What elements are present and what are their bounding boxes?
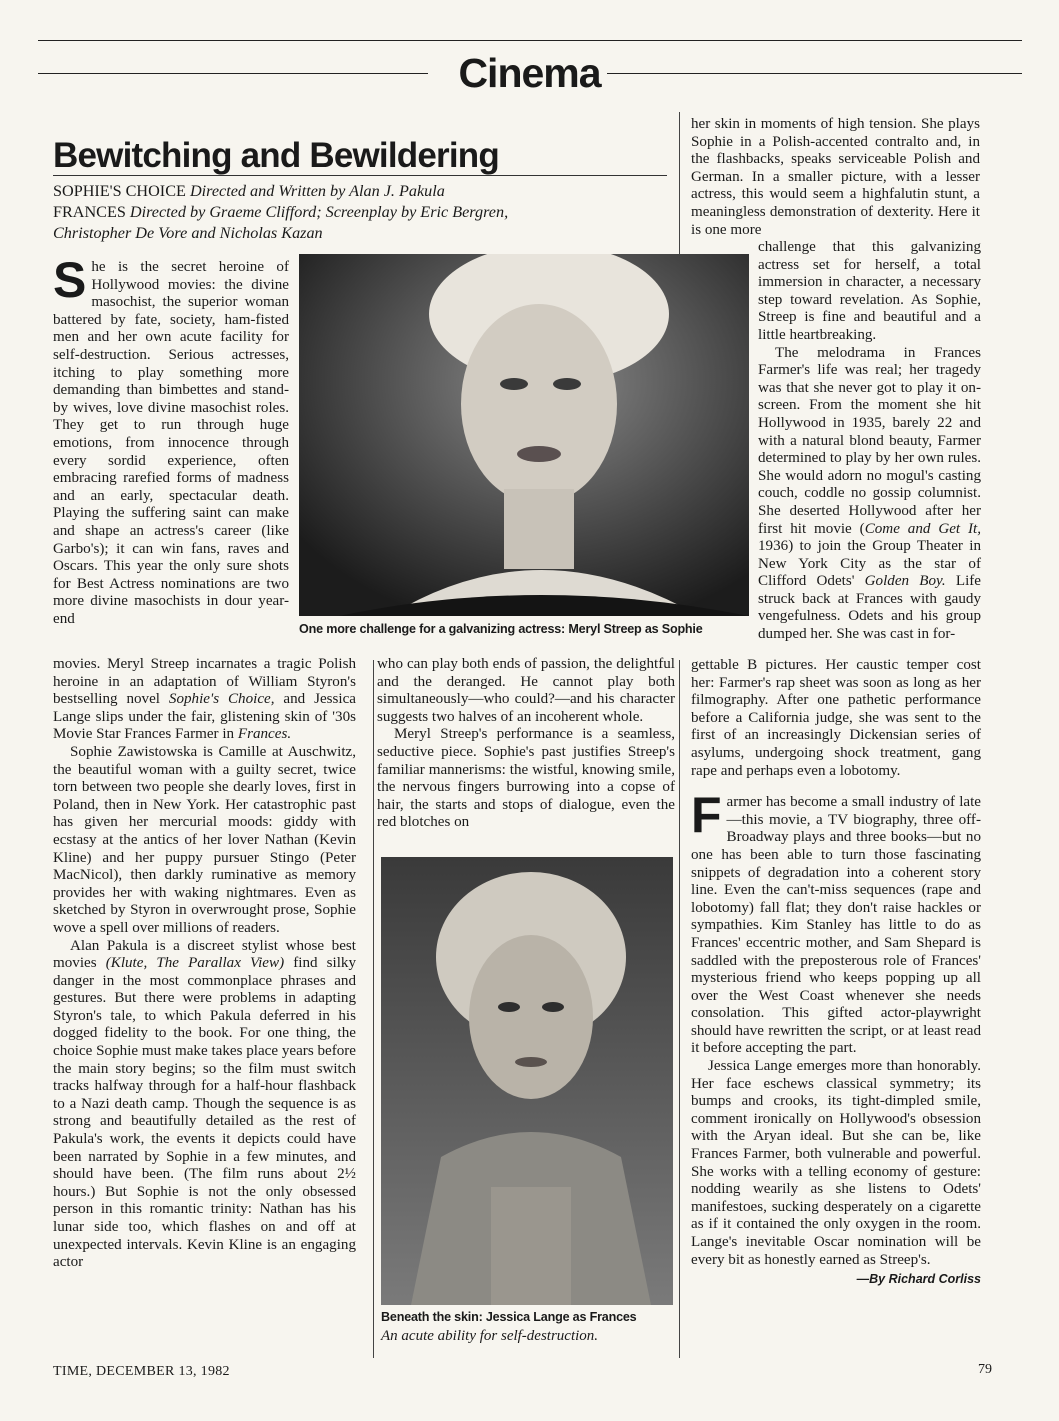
paragraph-1-cont: movies. Meryl Streep incarnates a tragic Polish heroine in an adaptation of William Styron's bestselling novel Sophie's Choice, and Jessica Lange slips under the fair, glistening skin of '30s Movie Star Frances Farmer in Frances. (53, 656, 356, 743)
paragraph-5: The melodrama in Frances Farmer's life was real; her tragedy was that she never got to play it on-screen. From the moment she hit Hollywood in 1935, barely 22 and with a natural blond beauty, Farmer determined to play by her own rules. She would adorn no mogul's casting couch, coddle no gossip columnist. She deserted Hollywood after her first hit movie (Come and Get It, 1936) to join the Group Theater in New York City as the star of Clifford Odets' Golden Boy. Life struck back at Frances with gaudy vengefulness. Odets and his group dumped her. She was cast in for- (758, 344, 982, 643)
body-col2 (377, 656, 675, 832)
headline-rule (53, 175, 667, 176)
paragraph-4: Meryl Streep's performance is a seamless, seductive piece. Sophie's past justifies Streep's familiar mannerisms: the wistful, knowing smile, the nervous fingers burrowing into a copse of hair, the starts and stops of dialogue, even the red blotches on (377, 726, 675, 831)
paragraph-5-cont: gettable B pictures. Her caustic temper cost her: Farmer's rap sheet was soon as long as her filmography. After one pathetic performance before a California judge, she was sent to the first of an increasingly Dickensian series of asylums, undergoing shock treatment, gang rape and perhaps even a lobotomy. (691, 657, 981, 779)
page-number: 79 (978, 1362, 992, 1377)
footer-issue: TIME, DECEMBER 13, 1982 (53, 1364, 230, 1379)
caption-photo-2: Beneath the skin: Jessica Lange as Frances (381, 1310, 637, 1324)
body-col3-lower (691, 657, 981, 1289)
body-col3-upper (691, 116, 980, 239)
paragraph-1: She is the secret heroine of Hollywood movies: the divine masochist, the superior woman battered by fate, society, ham-fisted men and her own acute facility for self-destruction. Serious actresses, itching to play something more demanding than bimbettes and stand-by wives, love divine masochist roles. They get to run through huge emotions, from innocence through every sordid experience, often embracing rarefied forms of madness and an early, spectacular death. Playing the suffering saint can make and shape an actress's career (like Garbo's); it can win fans, raves and Oscars. This year the only sure shots for Best Actress nominations are two more divine masochists in dour year-end (53, 252, 289, 627)
credit-line-3: Christopher De Vore and Nicholas Kazan (53, 224, 323, 242)
credit-line-2: FRANCES Directed by Graeme Clifford; Screenplay by Eric Bergren, (53, 203, 509, 221)
section-label: Cinema (0, 48, 1059, 98)
paragraph-7: Jessica Lange emerges more than honorably. Her face eschews classical symmetry; its bumps and crooks, its tight-dimpled smile, comment ironically on Hollywood's obsession with the Aryan ideal. But she can be, like Frances Farmer, both vulnerable and powerful. She works with a telling economy of gesture: nodding wearily as she listens to Odets' manifestoes, sucking desperately on a cigarette as if it contained the only oxygen in the room. Lange's inevitable Oscar nomination will be every bit as honestly earned as Streep's. —By Richard Corliss (691, 1058, 981, 1269)
credits (53, 181, 673, 244)
photo-meryl-streep-image (299, 254, 749, 616)
caption-photo-1: One more challenge for a galvanizing actress: Meryl Streep as Sophie (299, 622, 703, 636)
top-rule (38, 40, 1022, 41)
paragraph-3: Alan Pakula is a discreet stylist whose best movies (Klute, The Parallax View) find silky danger in the most commonplace phrases and gestures. But there were problems in adapting Styron's tale, to which Pakula deferred in his dogged fidelity to the book. For one thing, the choice Sophie must make takes place years before the main story begins; so the film must switch tracks halfway through for a half-hour flashback to a Nazi death camp. Though the sequence is as strong and beautifully detailed as the rest of Pakula's work, the events it depicts could have been narrated by Sophie in a few minutes, and should have been. (The film runs about 2½ hours.) But Sophie is not the only obsessed person in this romantic trinity: Nathan has his lunar side too, which flashes on and off at unexpected intervals. Kevin Kline is an engaging actor (53, 937, 357, 1271)
body-col3-middle (758, 239, 981, 644)
body-col1-upper (53, 252, 289, 628)
paragraph-2: Sophie Zawistowska is Camille at Auschwitz, the beautiful woman with a guilty secret, twice torn between two people she dearly loves, first in Poland, then in New York. Her catastrophic past has given her mercurial moods: giddy with ecstasy at the antics of her lover Nathan (Kevin Kline) and her puppy pursuer Stingo (Peter MacNicol), then darkly ruminative as memory provides her with waking nightmares. Even as sketched by Styron in overwrought prose, Sophie wove a spell over millions of readers. (53, 743, 356, 936)
drop-cap-s: S (53, 252, 87, 308)
photo-jessica-lange (381, 857, 673, 1305)
pull-quote: An acute ability for self-destruction. (381, 1328, 599, 1344)
paragraph-6: Farmer has become a small industry of late—this movie, a TV biography, three off-Broadway plays and three books—but no one has been able to turn those fascinating snippets of degradation into a coherent story line. Even the can't-miss sequences (rape and lobotomy) fall flat; they don't raise hackles or sympathies. Kim Stanley has little to do as Frances' eccentric mother, and Sam Shepard is saddled with the preposterous role of Frances' mysterious friend who keeps popping up all over the West Coast whenever she needs consolation. This gifted actor-playwright should have rewritten the script, or at least read it before accepting the part. (691, 787, 981, 1057)
photo-jessica-lange-image (381, 857, 673, 1305)
column-rule-right (679, 660, 680, 1358)
body-col1-lower (53, 656, 356, 1272)
photo-meryl-streep (299, 254, 749, 616)
paragraph-4-end: challenge that this galvanizing actress set for herself, a total immersion in character, a necessary step toward revelation. As Sophie, Streep is fine and beautiful and a little heartbreaking. (758, 239, 981, 343)
headline: Bewitching and Bewildering (53, 136, 499, 175)
paragraph-3-cont: who can play both ends of passion, the delightful and the deranged. He cannot play both simultaneously—who could?—and his character suggests two halves of an incoherent whole. (377, 656, 675, 725)
credit-line-1: SOPHIE'S CHOICE Directed and Written by Alan J. Pakula (53, 182, 445, 200)
column-rule-left (373, 660, 374, 1358)
byline: —By Richard Corliss (856, 1272, 981, 1287)
drop-cap-f: F (691, 787, 722, 844)
paragraph-4-cont: her skin in moments of high tension. She plays Sophie in a Polish-accented contralto and, in the flashbacks, speaks serviceable Polish and German. In a smaller picture, with a lesser actress, this would seem a highfalutin stunt, a meaningless demonstration of dexterity. Here it is one more (691, 116, 980, 238)
